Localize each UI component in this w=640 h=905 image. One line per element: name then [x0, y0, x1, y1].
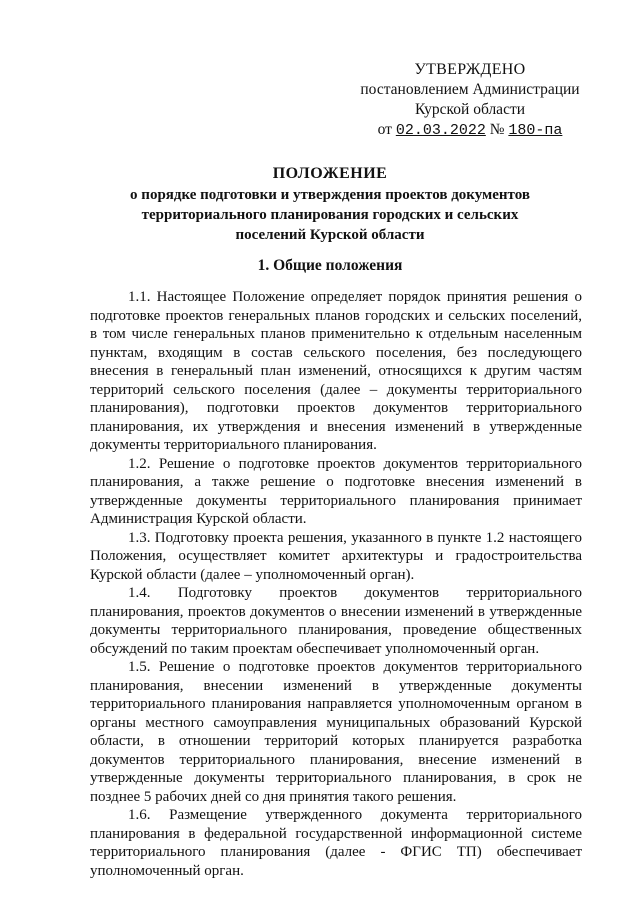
document-subtitle-line-2: территориального планирования городских и сельских — [141, 207, 519, 223]
approval-number: 180-па — [508, 122, 563, 139]
document-subtitle-line-1: о порядке подготовки и утверждения проектов документов — [130, 187, 530, 203]
date-prefix: от — [377, 121, 392, 138]
paragraph-1-6: 1.6. Размещение утвержденного документа территориального планирования в федеральной государственной информационной системе территориального планирования (далее - ФГИС ТП) обеспечивает уполномоченный орган. — [90, 807, 582, 879]
paragraph-1-5: 1.5. Решение о подготовке проектов документов территориального планирования, внесении изменений в утвержденные документы территориального планирования направляется уполномоченным органом в органы местного самоуправления муниципальных образований Курской области, в отношении территорий которых планируется разработка документов территориального планирования, внесение изменений в утвержденные документы территориального планирования, в срок не позднее 5 рабочих дней со дня принятия такого решения. — [90, 659, 582, 805]
document-title: ПОЛОЖЕНИЕ — [272, 165, 388, 182]
number-prefix: № — [489, 121, 505, 138]
paragraph-1-1: 1.1. Настоящее Положение определяет порядок принятия решения о подготовке проектов генеральных планов городских и сельских поселений, в том числе генеральных планов применительно к отдельным населенным пунктам, входящим в состав сельского поселения, без последующего внесения в генеральный план изменений, относящихся к другим частям территорий сельского поселения (далее – документы территориального планирования), подготовки проектов документов территориального планирования, их утверждения и внесения изменений в утвержденные документы территориального планирования. — [90, 289, 582, 453]
document-subtitle-line-3: поселений Курской области — [235, 227, 425, 243]
approval-authority-line: постановлением Администрации — [360, 81, 580, 98]
document-title-block — [80, 164, 580, 245]
document-body — [90, 288, 582, 880]
approval-date: 02.03.2022 — [395, 122, 486, 139]
paragraph-1-2: 1.2. Решение о подготовке проектов документов территориального планирования, а также решение о подготовке внесения изменений в утвержденные документы территориального планирования принимает Администрация Курской области. — [90, 455, 582, 527]
approved-label: УТВЕРЖДЕНО — [414, 61, 526, 78]
approval-region-line: Курской области — [414, 101, 526, 118]
section-heading: 1. Общие положения — [257, 257, 403, 274]
approval-date-line — [350, 120, 590, 141]
approval-stamp-block — [350, 60, 590, 141]
paragraph-1-4: 1.4. Подготовку проектов документов территориального планирования, проектов документов о внесении изменений в утвержденные документы территориального планирования, проведение общественных обсуждений по таким проектам обеспечивает уполномоченный орган. — [90, 585, 582, 657]
paragraph-1-3: 1.3. Подготовку проекта решения, указанного в пункте 1.2 настоящего Положения, осуществляет комитет архитектуры и градостроительства Курской области (далее – уполномоченный орган). — [90, 529, 582, 583]
